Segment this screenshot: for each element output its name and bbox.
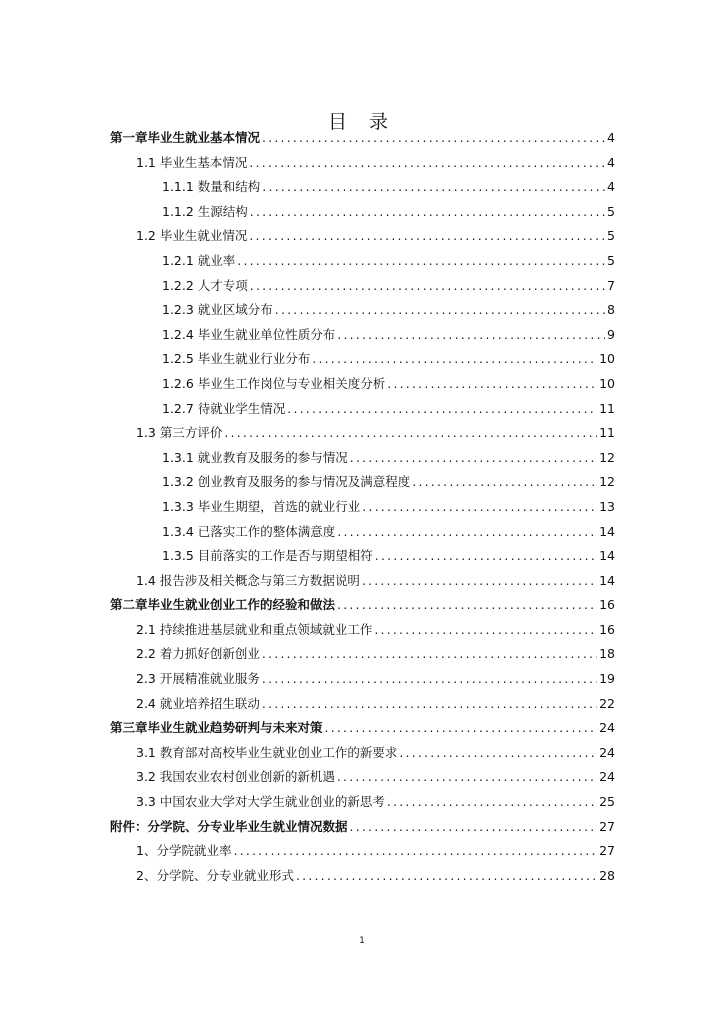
toc-entry-page: 16: [599, 621, 615, 637]
toc-entry-label: 1.1 毕业生基本情况: [136, 154, 248, 170]
dot-leader: [387, 794, 597, 809]
dot-leader: [337, 327, 605, 342]
dot-leader: [262, 130, 605, 145]
toc-entry-label: 1.2.2 人才专项: [162, 277, 248, 293]
toc-entry[interactable]: [110, 128, 615, 153]
toc-entry[interactable]: [110, 226, 615, 251]
dot-leader: [412, 474, 597, 489]
toc-entry-page: 25: [599, 794, 615, 810]
toc-entry[interactable]: [110, 694, 615, 719]
table-of-contents: [110, 128, 615, 890]
toc-entry-label: 附件：分学院、分专业毕业生就业情况数据: [110, 818, 348, 834]
toc-entry-label: 1.4 报告涉及相关概念与第三方数据说明: [136, 572, 360, 588]
dot-leader: [262, 179, 605, 194]
dot-leader: [350, 819, 598, 834]
toc-entry-label: 1.2.4 毕业生就业单位性质分布: [162, 326, 336, 342]
toc-entry-label: 1.3.4 已落实工作的整体满意度: [162, 523, 336, 539]
dot-leader: [249, 155, 605, 170]
toc-entry[interactable]: [110, 571, 615, 596]
dot-leader: [224, 425, 597, 440]
toc-entry-label: 1.2.6 毕业生工作岗位与专业相关度分析: [162, 375, 386, 391]
toc-entry-label: 2.3 开展精准就业服务: [136, 671, 260, 687]
dot-leader: [262, 671, 597, 686]
dot-leader: [362, 573, 597, 588]
dot-leader: [325, 720, 598, 735]
toc-entry-page: 5: [607, 252, 615, 268]
toc-entry-label: 1.2.1 就业率: [162, 252, 236, 268]
toc-entry[interactable]: [110, 841, 615, 866]
toc-entry-page: 24: [599, 769, 615, 785]
dot-leader: [249, 228, 605, 243]
toc-entry-label: 第三章毕业生就业趋势研判与未来对策: [110, 720, 323, 736]
dot-leader: [250, 278, 605, 293]
dot-leader: [374, 622, 597, 637]
toc-entry-page: 11: [599, 425, 615, 441]
toc-entry-label: 1.2.5 毕业生就业行业分布: [162, 351, 311, 367]
toc-entry-label: 1.1.2 生源结构: [162, 203, 248, 219]
toc-entry-page: 14: [599, 523, 615, 539]
toc-entry-page: 27: [599, 843, 615, 859]
toc-entry-page: 9: [607, 326, 615, 342]
toc-entry[interactable]: [110, 817, 615, 842]
dot-leader: [337, 524, 597, 539]
toc-entry-label: 1.3.1 就业教育及服务的参与情况: [162, 449, 348, 465]
toc-entry-label: 3.3 中国农业大学对大学生就业创业的新思考: [136, 794, 385, 810]
toc-entry-page: 5: [607, 203, 615, 219]
dot-leader: [250, 204, 605, 219]
toc-entry[interactable]: [110, 251, 615, 276]
dot-leader: [337, 769, 597, 784]
toc-entry-label: 3.1 教育部对高校毕业生就业创业工作的新要求: [136, 744, 398, 760]
toc-entry-page: 4: [607, 130, 615, 145]
toc-entry-page: 18: [599, 646, 615, 662]
toc-entry-label: 第一章毕业生就业基本情况: [110, 130, 261, 145]
toc-entry[interactable]: [110, 669, 615, 694]
toc-entry-page: 16: [599, 597, 615, 613]
toc-entry-label: 1.2 毕业生就业情况: [136, 228, 248, 244]
toc-entry[interactable]: [110, 620, 615, 645]
dot-leader: [312, 351, 597, 366]
toc-entry[interactable]: [110, 718, 615, 743]
toc-entry-label: 1.2.7 待就业学生情况: [162, 400, 286, 416]
toc-entry-page: 14: [599, 548, 615, 564]
toc-entry[interactable]: [110, 522, 615, 547]
toc-entry[interactable]: [110, 448, 615, 473]
toc-entry[interactable]: [110, 325, 615, 350]
toc-entry[interactable]: [110, 202, 615, 227]
toc-entry-label: 2.4 就业培养招生联动: [136, 695, 260, 711]
toc-entry[interactable]: [110, 595, 615, 620]
toc-entry-page: 4: [607, 179, 615, 195]
dot-leader: [262, 696, 597, 711]
toc-entry-page: 24: [599, 720, 615, 736]
dot-leader: [350, 450, 597, 465]
toc-entry-page: 22: [599, 695, 615, 711]
dot-leader: [399, 745, 597, 760]
toc-entry-label: 1.3.5 目前落实的工作是否与期望相符: [162, 548, 373, 564]
dot-leader: [337, 597, 597, 612]
toc-entry[interactable]: [110, 546, 615, 571]
toc-entry-page: 13: [599, 498, 615, 514]
dot-leader: [375, 548, 597, 563]
toc-entry-label: 1.3.2 创业教育及服务的参与情况及满意程度: [162, 474, 411, 490]
dot-leader: [262, 646, 597, 661]
toc-entry-label: 1.3 第三方评价: [136, 425, 223, 441]
toc-entry-label: 1、分学院就业率: [136, 843, 232, 859]
dot-leader: [296, 868, 597, 883]
toc-entry[interactable]: [110, 153, 615, 178]
toc-entry-page: 19: [599, 671, 615, 687]
dot-leader: [275, 302, 605, 317]
page-number: 1: [359, 936, 365, 946]
toc-entry-label: 2.2 着力抓好创新创业: [136, 646, 260, 662]
toc-entry[interactable]: [110, 177, 615, 202]
toc-entry-page: 14: [599, 572, 615, 588]
toc-entry-page: 28: [599, 867, 615, 883]
dot-leader: [287, 401, 597, 416]
toc-entry-page: 5: [607, 228, 615, 244]
toc-entry-page: 7: [607, 277, 615, 293]
toc-entry[interactable]: [110, 300, 615, 325]
toc-entry[interactable]: [110, 767, 615, 792]
toc-entry-label: 2、分学院、分专业就业形式: [136, 867, 294, 883]
toc-entry-label: 1.3.3 毕业生期望，首选的就业行业: [162, 498, 361, 514]
dot-leader: [237, 253, 605, 268]
dot-leader: [233, 843, 597, 858]
toc-entry[interactable]: [110, 374, 615, 399]
toc-entry[interactable]: [110, 399, 615, 424]
toc-entry[interactable]: [110, 472, 615, 497]
toc-entry-page: 10: [599, 351, 615, 367]
toc-entry[interactable]: [110, 349, 615, 374]
toc-entry-page: 8: [607, 302, 615, 318]
toc-entry-label: 第二章毕业生就业创业工作的经验和做法: [110, 597, 336, 613]
toc-entry-page: 12: [599, 449, 615, 465]
toc-entry-page: 11: [599, 400, 615, 416]
dot-leader: [362, 499, 597, 514]
toc-entry-page: 4: [607, 154, 615, 170]
toc-entry[interactable]: [110, 866, 615, 891]
dot-leader: [387, 376, 597, 391]
toc-entry[interactable]: [110, 497, 615, 522]
toc-entry-label: 1.1.1 数量和结构: [162, 179, 261, 195]
toc-entry-label: 2.1 持续推进基层就业和重点领域就业工作: [136, 621, 373, 637]
toc-entry-page: 27: [599, 818, 615, 834]
toc-entry-page: 12: [599, 474, 615, 490]
toc-entry[interactable]: [110, 743, 615, 768]
toc-entry-page: 10: [599, 375, 615, 391]
toc-entry-page: 24: [599, 744, 615, 760]
toc-entry[interactable]: [110, 423, 615, 448]
toc-entry[interactable]: [110, 792, 615, 817]
toc-entry-label: 1.2.3 就业区域分布: [162, 302, 273, 318]
toc-entry[interactable]: [110, 644, 615, 669]
toc-entry-label: 3.2 我国农业农村创业创新的新机遇: [136, 769, 335, 785]
page-title: 目 录: [327, 110, 397, 133]
toc-entry[interactable]: [110, 276, 615, 301]
